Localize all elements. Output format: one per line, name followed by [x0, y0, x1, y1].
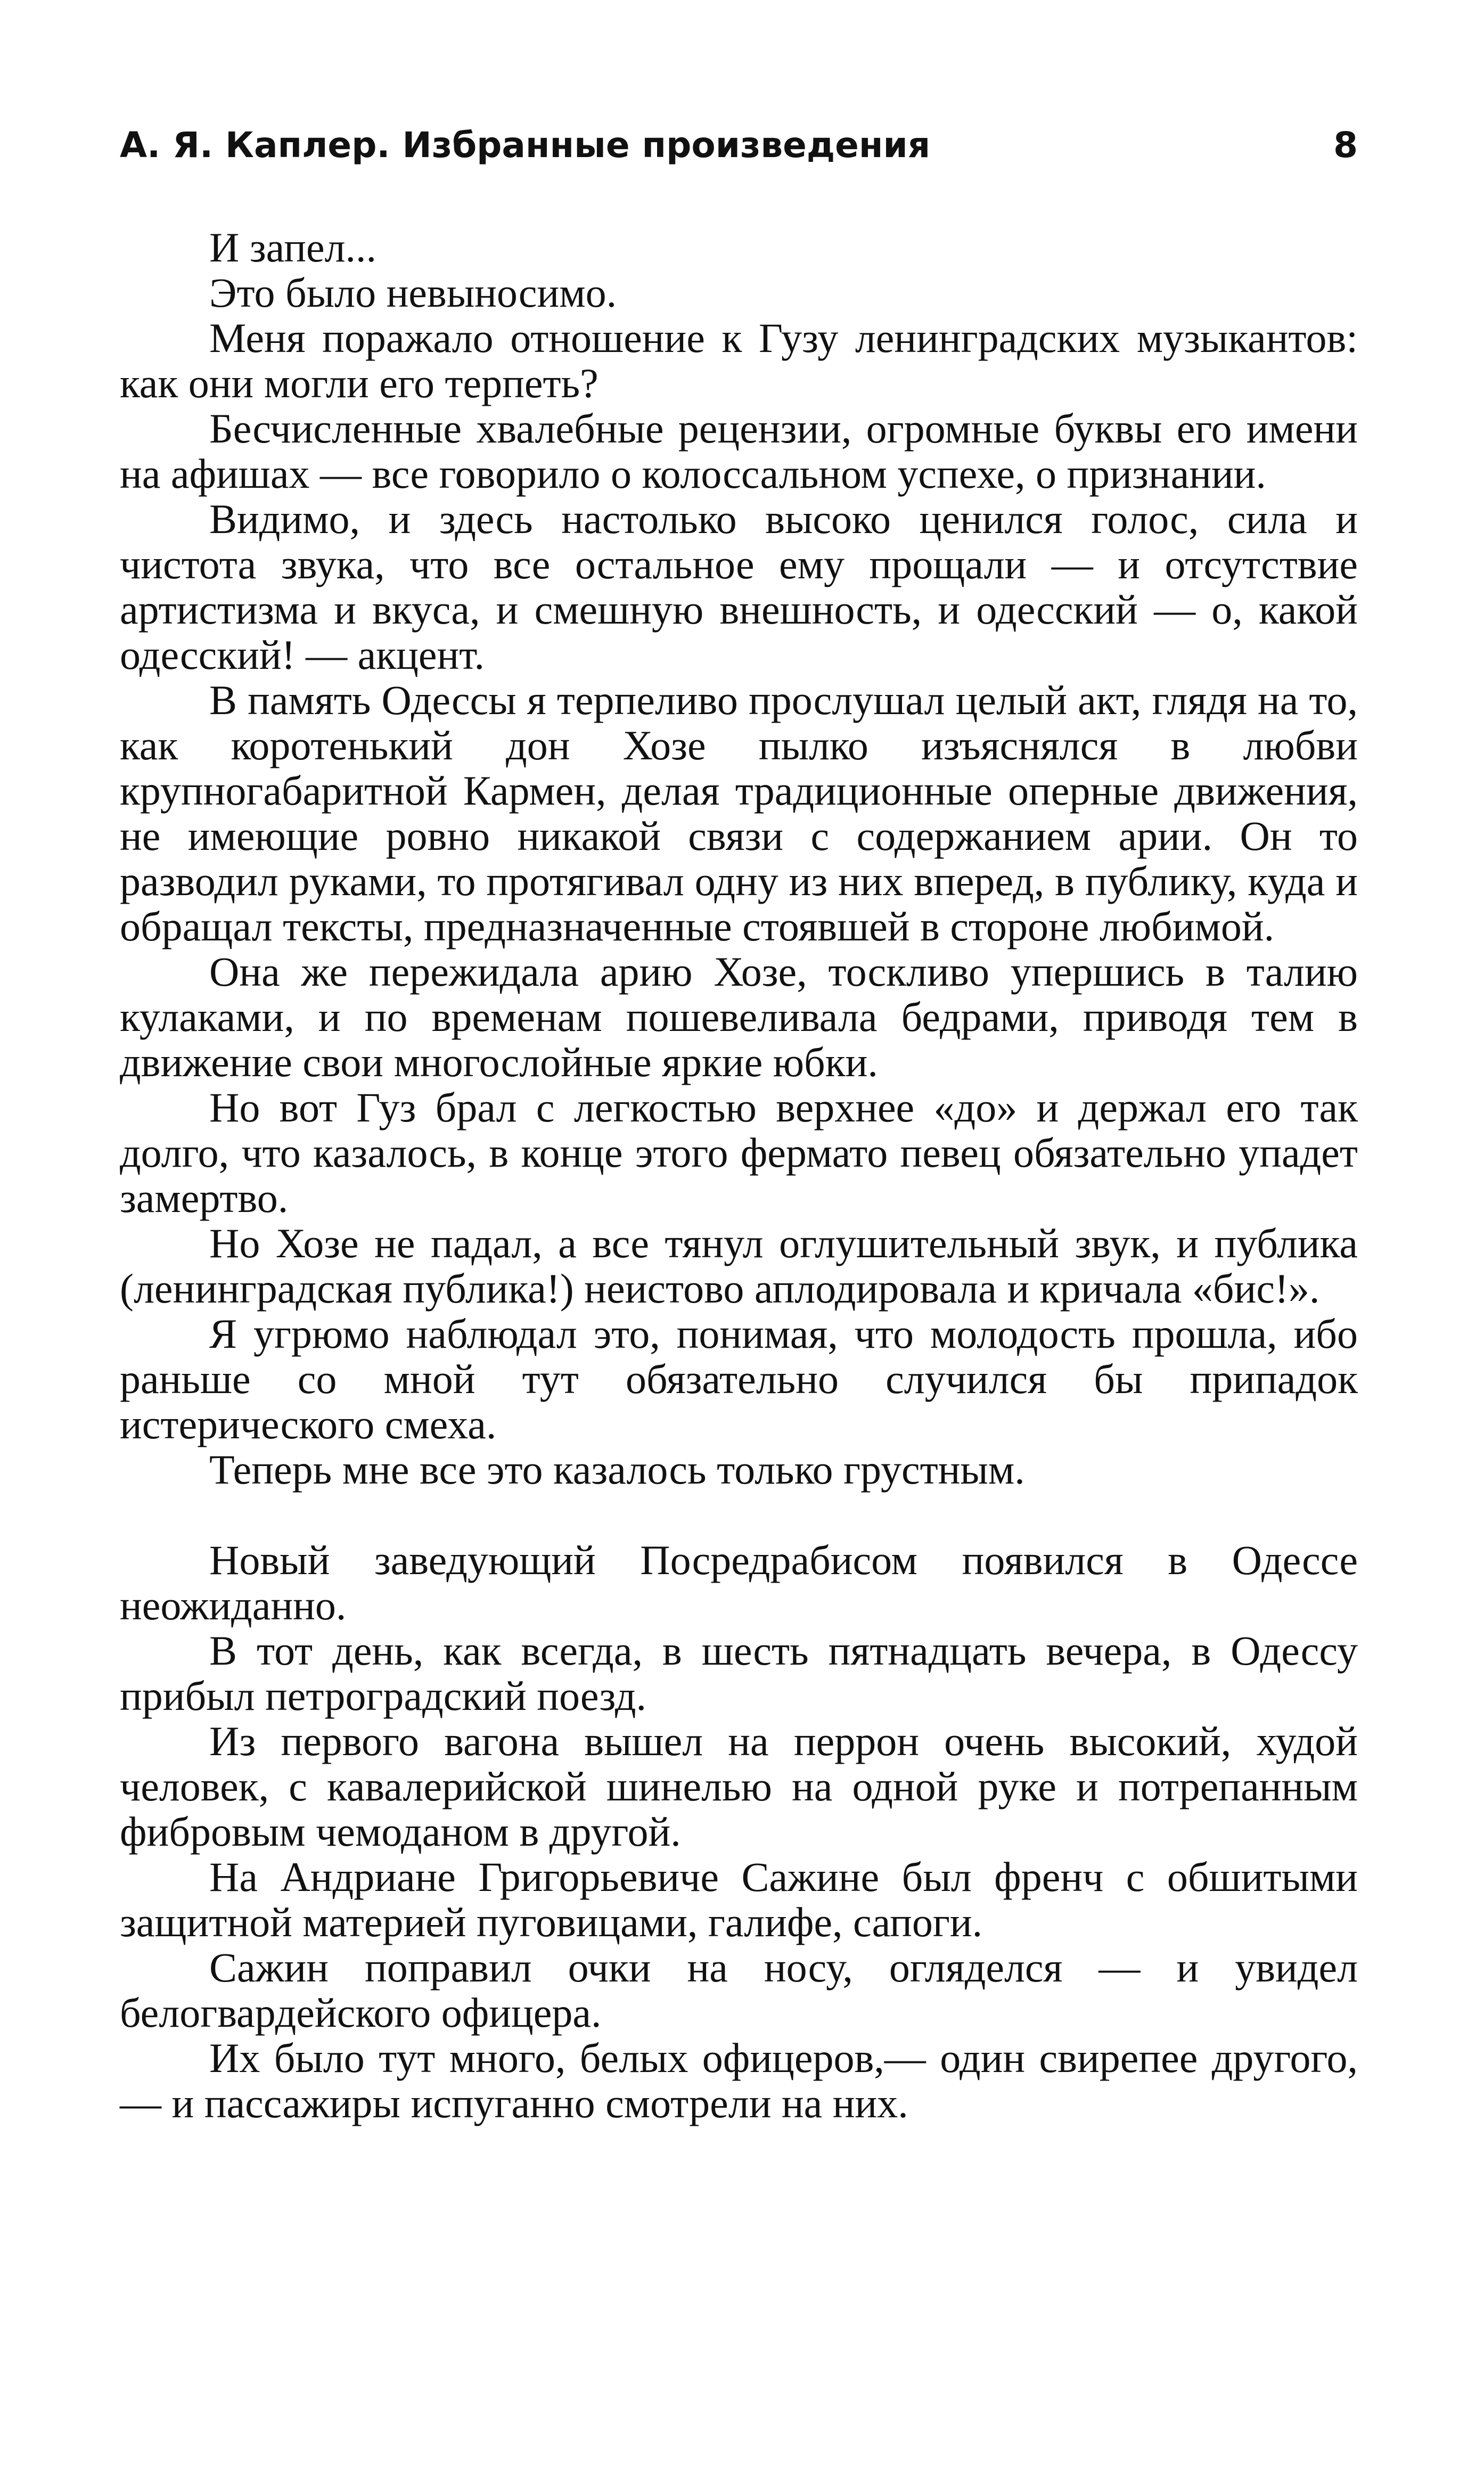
paragraph: Но вот Гуз брал с легкостью верхнее «до» и держал его так долго, что казалось, в конце этого фермато певец обязательно упадет замертво. — [120, 1084, 1358, 1221]
paragraph: Из первого вагона вышел на перрон очень высокий, худой человек, с кавалерийской шинелью на одной руке и потрепанным фибровым чемоданом в другой. — [120, 1718, 1358, 1855]
paragraph: Меня поражало отношение к Гузу ленинградских музыкантов: как они могли его терпеть? — [120, 315, 1358, 406]
paragraph: Это было невыносимо. — [209, 269, 617, 316]
paragraph: И запел... — [209, 224, 377, 271]
paragraph: В тот день, как всегда, в шесть пятнадцать вечера, в Одессу прибыл петроградский поезд. — [120, 1627, 1358, 1719]
paragraph: В память Одессы я терпеливо прослушал целый акт, глядя на то, как коротенький дон Хозе пылко изъяснялся в любви крупногабаритной Кармен, делая традиционные оперные движения, не имеющие ровно никакой связи с содержанием арии. Он то разводил руками, то протягивал одну из них вперед, в публику, куда и обращал тексты, предназначенные стоявшей в стороне любимой. — [120, 677, 1358, 949]
page-number: 8 — [1333, 125, 1358, 166]
paragraph: На Андриане Григорьевиче Сажине был френч с обшитыми защитной материей пуговицами, галифе, сапоги. — [120, 1854, 1358, 1945]
paragraph: Видимо, и здесь настолько высоко ценился голос, сила и чистота звука, что все остальное ему прощали — и отсутствие артистизма и вкуса, и смешную внешность, и одесский — о, какой одесский! — акцент. — [120, 496, 1358, 678]
paragraph: Новый заведующий Посредрабисом появился в Одессе неожиданно. — [120, 1537, 1358, 1628]
paragraph: Я угрюмо наблюдал это, понимая, что молодость прошла, ибо раньше со мной тут обязательно случился бы припадок истерического смеха. — [120, 1311, 1358, 1447]
paragraph: Она же пережидала арию Хозе, тоскливо упершись в талию кулаками, и по временам пошевеливала бедрами, приводя тем в движение свои многослойные яркие юбки. — [120, 948, 1358, 1085]
section-break — [120, 1492, 1358, 1537]
paragraph: Но Хозе не падал, а все тянул оглушительный звук, и публика (ленинградская публика!) неистово аплодировала и кричала «бис!». — [120, 1220, 1358, 1312]
running-title: А. Я. Каплер. Избранные произведения — [120, 125, 931, 166]
page-header — [120, 116, 1358, 175]
paragraph: Теперь мне все это казалось только грустным. — [209, 1446, 1025, 1493]
text-body — [120, 225, 1358, 2126]
paragraph: Их было тут много, белых офицеров,— один свирепее другого,— и пассажиры испуганно смотрели на них. — [120, 2035, 1358, 2126]
paragraph: Бесчисленные хвалебные рецензии, огромные буквы его имени на афишах — все говорило о колоссальном успехе, о признании. — [120, 405, 1358, 497]
paragraph: Сажин поправил очки на носу, огляделся — и увидел белогвардейского офицера. — [120, 1944, 1358, 2036]
